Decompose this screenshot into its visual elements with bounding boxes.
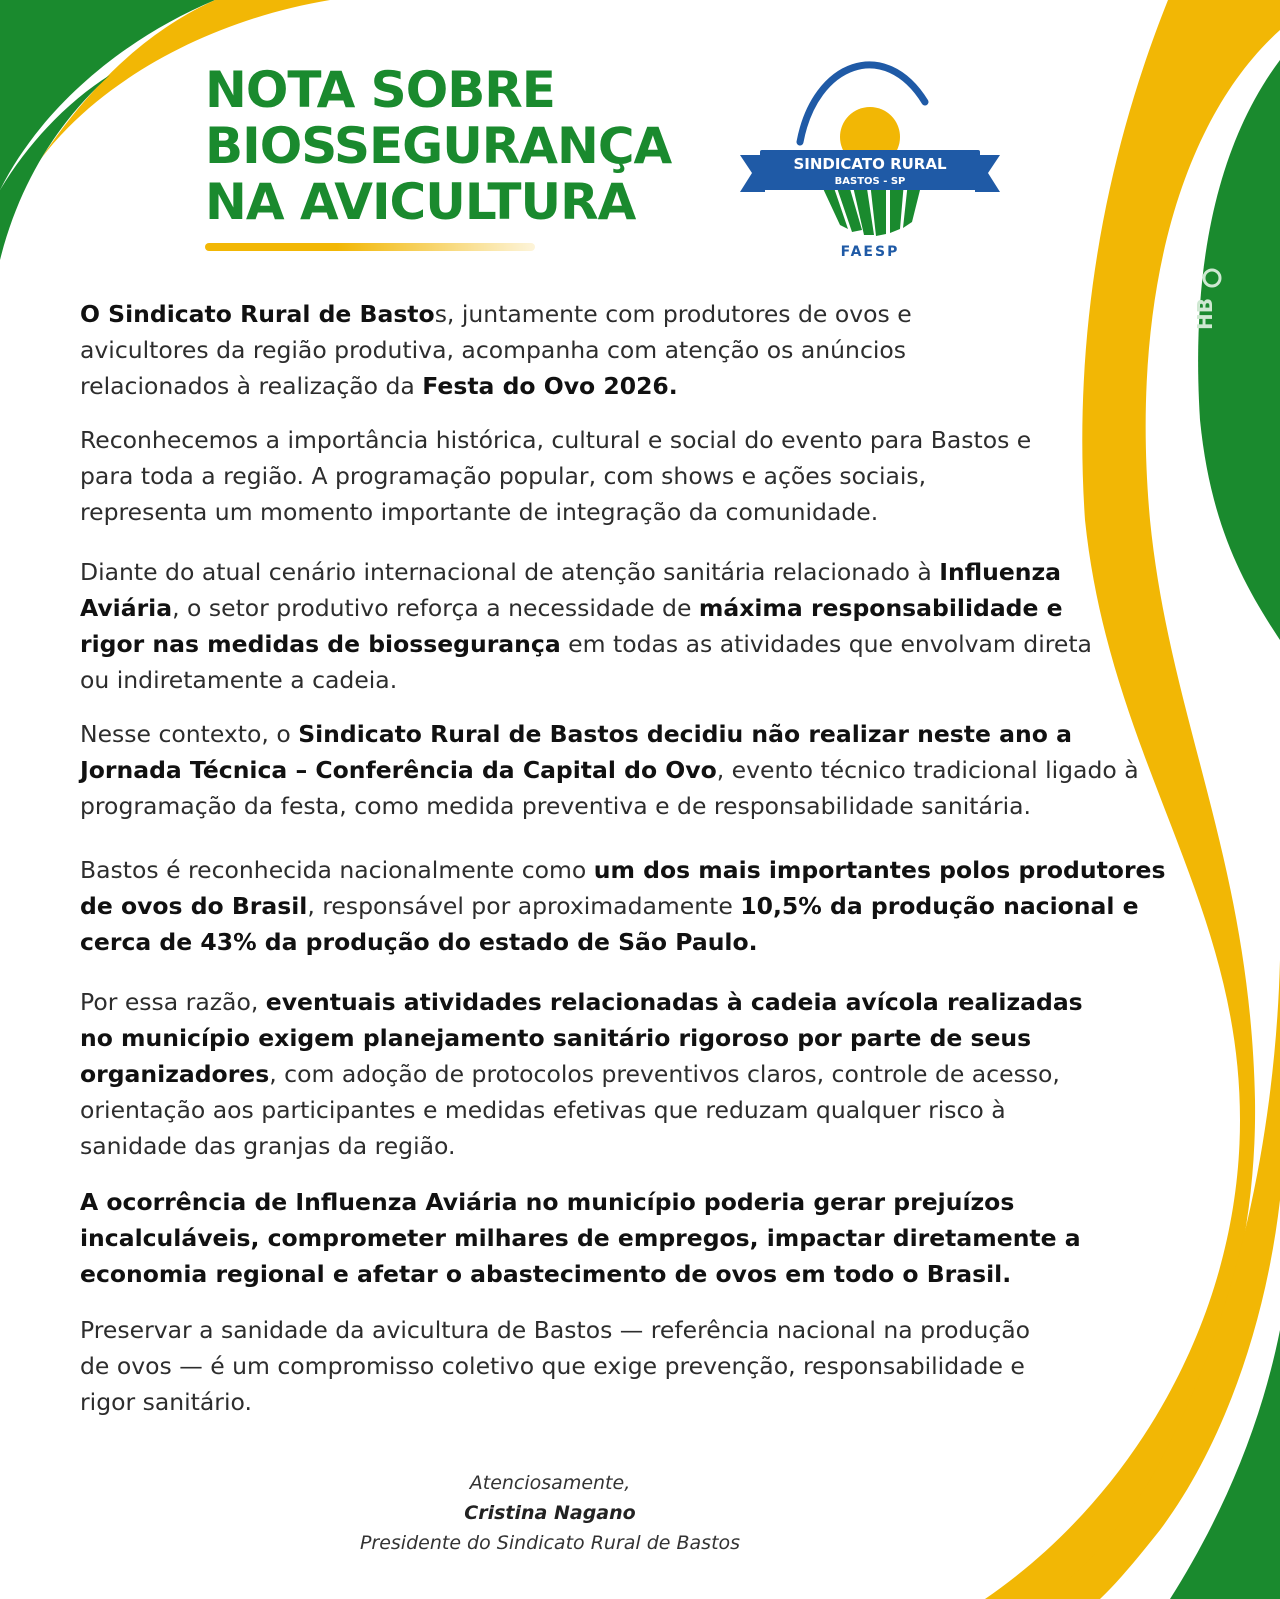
title-line-3: NA AVICULTURA	[205, 173, 636, 231]
page-title	[205, 62, 671, 230]
paragraph-5	[80, 852, 1230, 960]
logo-line1: SINDICATO RURAL	[793, 155, 947, 173]
p3-text-3: em todas as atividades que envolvam direta	[560, 630, 1092, 658]
paragraph-7	[80, 1184, 1230, 1292]
paragraph-2	[80, 422, 1230, 530]
p6-bold-1: eventuais atividades relacionadas à cadeia avícola realizadas	[265, 988, 1083, 1016]
paragraph-4	[80, 716, 1230, 824]
p4-text-3: programação da festa, como medida preventiva e de responsabilidade sanitária.	[80, 792, 1031, 820]
p7-line-3: economia regional e afetar o abastecimento de ovos em todo o Brasil.	[80, 1260, 1012, 1288]
p3-bold-3: máxima responsabilidade e	[698, 594, 1063, 622]
p6-bold-3: organizadores	[80, 1060, 270, 1088]
p2-line-2: para toda a região. A programação popular, com shows e ações sociais,	[80, 462, 927, 490]
signature-role: Presidente do Sindicato Rural de Bastos	[359, 1532, 741, 1554]
p4-text-2: , evento técnico tradicional ligado à	[716, 756, 1139, 784]
signature-block	[250, 1468, 850, 1558]
p3-text-2: , o setor produtivo reforça a necessidade de	[172, 594, 699, 622]
paragraph-6	[80, 984, 1230, 1164]
p1-bold-2: Festa do Ovo 2026.	[422, 372, 678, 400]
title-line-2: BIOSSEGURANÇA	[205, 117, 672, 175]
p6-bold-2: no município exigem planejamento sanitário rigoroso por parte de seus	[80, 1024, 1032, 1052]
paragraph-8	[80, 1312, 1230, 1420]
p6-text-4: sanidade das granjas da região.	[80, 1132, 456, 1160]
p5-bold-1: um dos mais importantes polos produtores	[593, 856, 1166, 884]
p6-text-1: Por essa razão,	[80, 988, 266, 1016]
sindicato-rural-logo	[740, 42, 1000, 267]
watermark-dot-icon	[1204, 270, 1220, 286]
p7-line-1: A ocorrência de Influenza Aviária no município poderia gerar prejuízos	[80, 1188, 1015, 1216]
paragraph-1	[80, 296, 1230, 404]
signature-name: Cristina Nagano	[464, 1502, 636, 1524]
p3-text-1: Diante do atual cenário internacional de atenção sanitária relacionado à	[80, 558, 940, 586]
p1-text-2: avicultores da região produtiva, acompanha com atenção os anúncios	[80, 336, 907, 364]
p2-line-3: representa um momento importante de integração da comunidade.	[80, 498, 879, 526]
p3-text-4: ou indiretamente a cadeia.	[80, 666, 398, 694]
p4-bold-1: Sindicato Rural de Bastos decidiu não realizar neste ano a	[298, 720, 1072, 748]
p3-bold-1: Influenza	[939, 558, 1062, 586]
p8-line-3: rigor sanitário.	[80, 1388, 252, 1416]
p5-text-1: Bastos é reconhecida nacionalmente como	[80, 856, 594, 884]
p5-bold-2: de ovos do Brasil	[80, 892, 308, 920]
logo-field-rays	[820, 182, 922, 236]
p7-line-2: incalculáveis, comprometer milhares de empregos, impactar diretamente a	[80, 1224, 1081, 1252]
signature-closing: Atenciosamente,	[469, 1472, 631, 1494]
p4-text-1: Nesse contexto, o	[80, 720, 299, 748]
p4-bold-2: Jornada Técnica – Conferência da Capital do Ovo	[80, 756, 717, 784]
p1-bold-1: O Sindicato Rural de Basto	[80, 300, 435, 328]
p1-text-1: s, juntamente com produtores de ovos e	[434, 300, 912, 328]
logo-org: FAESP	[840, 244, 900, 260]
p8-line-1: Preservar a sanidade da avicultura de Bastos — referência nacional na produção	[80, 1316, 1031, 1344]
p3-bold-4: rigor nas medidas de biossegurança	[80, 630, 561, 658]
title-line-1: NOTA SOBRE	[205, 61, 555, 119]
p3-bold-2: Aviária	[80, 594, 173, 622]
p6-text-2: , com adoção de protocolos preventivos claros, controle de acesso,	[269, 1060, 1060, 1088]
document-body	[80, 296, 1230, 1420]
p5-text-2: , responsável por aproximadamente	[307, 892, 741, 920]
p1-text-3: relacionados à realização da	[80, 372, 423, 400]
paragraph-3	[80, 554, 1230, 698]
logo-line2: BASTOS - SP	[834, 176, 906, 187]
p5-bold-3: 10,5% da produção nacional e	[740, 892, 1139, 920]
p5-bold-4: cerca de 43% da produção do estado de São Paulo.	[80, 928, 758, 956]
p6-text-3: orientação aos participantes e medidas efetivas que reduzam qualquer risco à	[80, 1096, 1006, 1124]
title-underline	[205, 243, 535, 251]
p2-line-1: Reconhecemos a importância histórica, cultural e social do evento para Bastos e	[80, 426, 1032, 454]
p8-line-2: de ovos — é um compromisso coletivo que exige prevenção, responsabilidade e	[80, 1352, 1025, 1380]
watermark-text: HB	[1193, 298, 1217, 330]
